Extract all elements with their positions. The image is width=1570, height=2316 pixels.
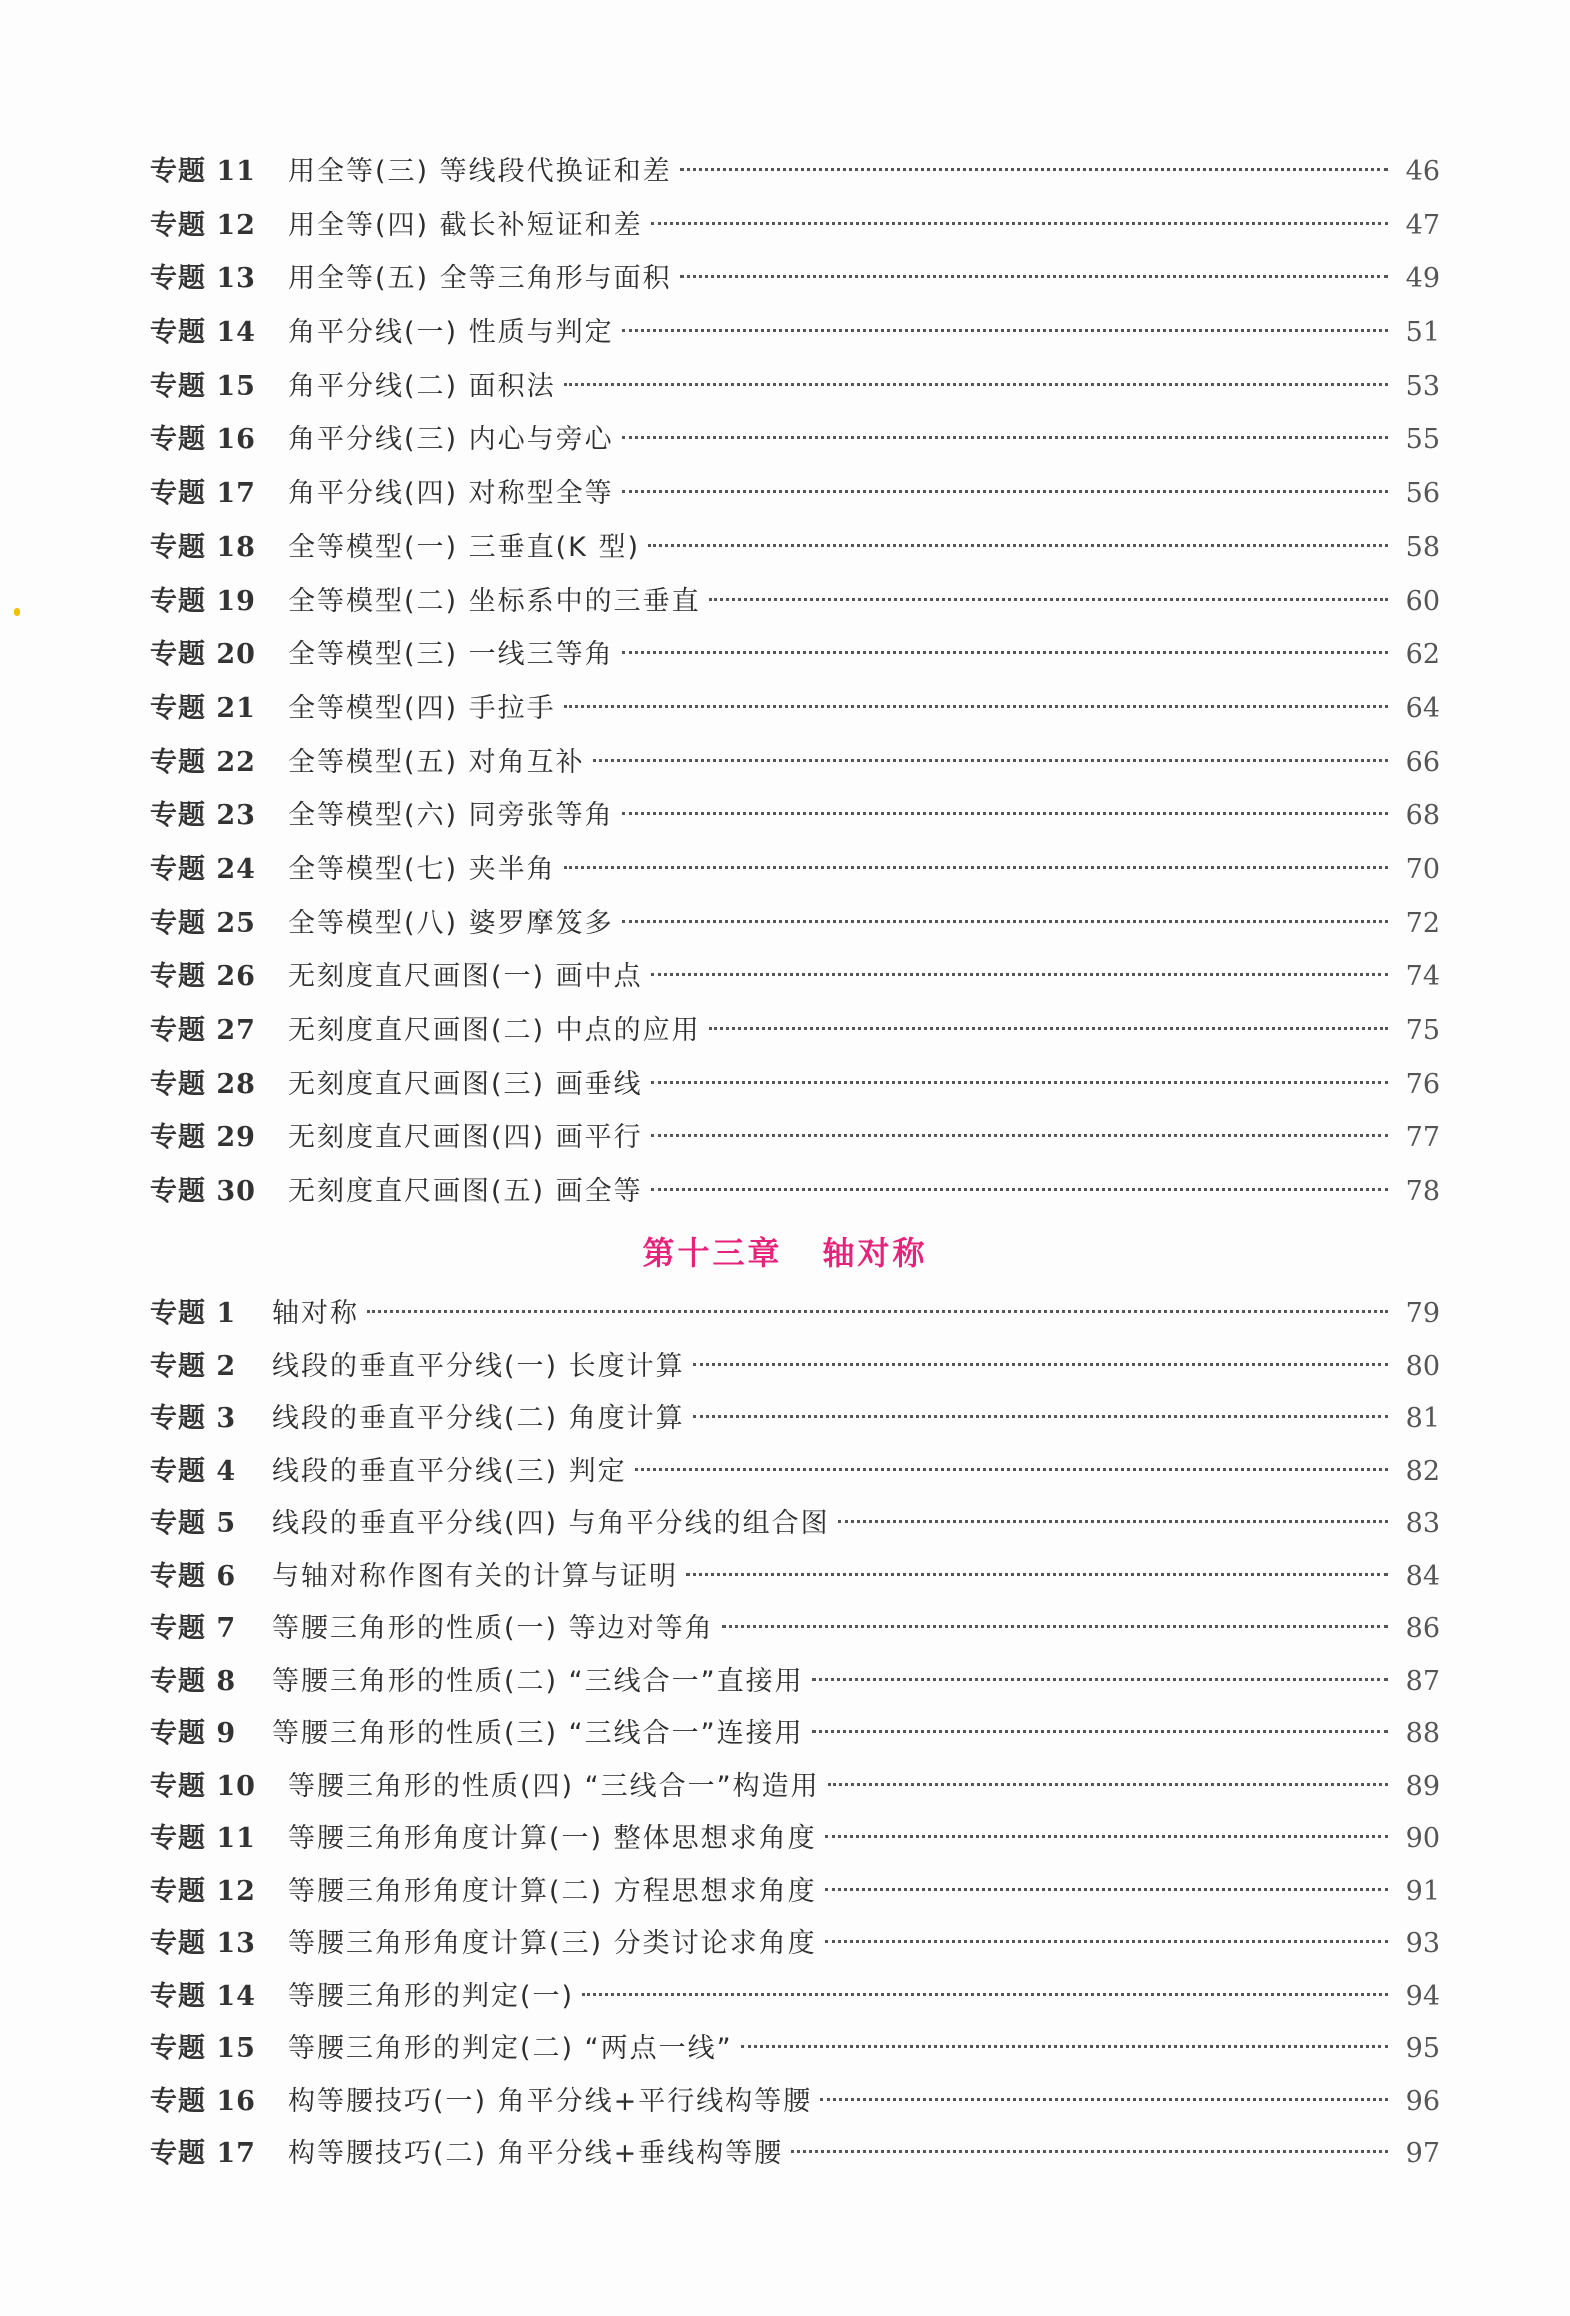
- toc-entry-page-number: 72: [1405, 907, 1440, 939]
- toc-entry-title: 用全等(四) 截长补短证和差: [288, 209, 643, 241]
- toc-entry-page-number: 70: [1405, 853, 1440, 885]
- toc-entry-page-number: 51: [1405, 317, 1440, 349]
- toc-dot-leader: [722, 1625, 1388, 1628]
- toc-section-chapter-13: [150, 1288, 1440, 2181]
- toc-entry[interactable]: [150, 1498, 1440, 1551]
- toc-entry-page-number: 82: [1405, 1455, 1440, 1487]
- toc-entry-page-number: 96: [1405, 2085, 1440, 2117]
- toc-entry[interactable]: [150, 1446, 1440, 1499]
- toc-entry[interactable]: [150, 521, 1440, 575]
- toc-entry-page-number: 94: [1405, 1980, 1440, 2012]
- toc-dot-leader: [622, 812, 1388, 815]
- toc-entry-title: 与轴对称作图有关的计算与证明: [272, 1560, 678, 1592]
- toc-entry-page-number: 60: [1405, 585, 1440, 617]
- toc-entry-label: 专题 22: [150, 746, 256, 778]
- page-edge-mark: [14, 608, 20, 616]
- toc-dot-leader: [651, 1134, 1388, 1137]
- toc-entry-title: 全等模型(七) 夹半角: [288, 853, 556, 885]
- toc-entry-title: 等腰三角形的性质(一) 等边对等角: [272, 1613, 714, 1644]
- toc-entry[interactable]: [150, 843, 1440, 897]
- toc-entry-page-number: 83: [1405, 1508, 1440, 1539]
- toc-dot-leader: [828, 1783, 1388, 1786]
- toc-entry-title: 全等模型(八) 婆罗摩笈多: [288, 907, 614, 939]
- toc-entry[interactable]: [150, 1288, 1440, 1341]
- toc-entry-label: 专题 13: [150, 263, 256, 295]
- toc-entry[interactable]: [150, 682, 1440, 736]
- toc-entry-page-number: 68: [1405, 800, 1440, 832]
- toc-entry-page-number: 93: [1405, 1928, 1440, 1959]
- toc-entry[interactable]: [150, 1656, 1440, 1709]
- toc-entry-title: 等腰三角形角度计算(二) 方程思想求角度: [288, 1875, 817, 1907]
- toc-entry-page-number: 88: [1405, 1718, 1440, 1749]
- toc-entry[interactable]: [150, 1971, 1440, 2024]
- toc-entry-label: 专题 5: [150, 1508, 237, 1539]
- toc-entry-label: 专题 6: [150, 1560, 237, 1592]
- toc-entry-title: 全等模型(五) 对角互补: [288, 746, 585, 778]
- toc-entry[interactable]: [150, 2076, 1440, 2129]
- toc-dot-leader: [651, 222, 1388, 225]
- toc-entry-label: 专题 12: [150, 1875, 256, 1907]
- toc-entry-label: 专题 23: [150, 800, 256, 832]
- toc-entry-page-number: 55: [1405, 424, 1440, 456]
- toc-entry-title: 等腰三角形的性质(四) “三线合一”构造用: [288, 1770, 820, 1802]
- toc-dot-leader: [651, 1188, 1388, 1191]
- toc-entry-title: 线段的垂直平分线(二) 角度计算: [272, 1403, 685, 1434]
- toc-entry[interactable]: [150, 1866, 1440, 1919]
- toc-entry-title: 线段的垂直平分线(三) 判定: [272, 1455, 627, 1487]
- toc-dot-leader: [825, 1888, 1388, 1891]
- toc-entry-title: 角平分线(四) 对称型全等: [288, 478, 614, 510]
- toc-entry-label: 专题 21: [150, 692, 256, 724]
- toc-entry-title: 构等腰技巧(一) 角平分线+平行线构等腰: [288, 2085, 813, 2117]
- toc-entry[interactable]: [150, 789, 1440, 843]
- toc-dot-leader: [622, 490, 1388, 493]
- toc-entry-page-number: 58: [1405, 531, 1440, 563]
- toc-entry[interactable]: [150, 1004, 1440, 1058]
- toc-dot-leader: [686, 1573, 1388, 1576]
- toc-entry-label: 专题 3: [150, 1403, 237, 1434]
- toc-entry-title: 线段的垂直平分线(四) 与角平分线的组合图: [272, 1508, 830, 1539]
- toc-dot-leader: [622, 329, 1388, 332]
- toc-entry[interactable]: [150, 575, 1440, 629]
- toc-entry-page-number: 74: [1405, 961, 1440, 993]
- toc-entry-title: 全等模型(六) 同旁张等角: [288, 800, 614, 832]
- toc-dot-leader: [741, 2045, 1388, 2048]
- toc-entry-title: 角平分线(二) 面积法: [288, 370, 556, 402]
- toc-entry-title: 线段的垂直平分线(一) 长度计算: [272, 1350, 685, 1382]
- toc-entry[interactable]: [150, 199, 1440, 253]
- toc-entry[interactable]: [150, 2023, 1440, 2076]
- toc-entry[interactable]: [150, 897, 1440, 951]
- toc-entry[interactable]: [150, 2128, 1440, 2181]
- toc-entry-label: 专题 15: [150, 370, 256, 402]
- toc-entry[interactable]: [150, 413, 1440, 467]
- toc-dot-leader: [622, 436, 1388, 439]
- toc-dot-leader: [648, 544, 1388, 547]
- toc-entry[interactable]: [150, 628, 1440, 682]
- toc-entry[interactable]: [150, 467, 1440, 521]
- toc-entry[interactable]: [150, 1551, 1440, 1604]
- toc-entry-page-number: 79: [1405, 1298, 1440, 1329]
- toc-entry-label: 专题 28: [150, 1068, 256, 1100]
- toc-dot-leader: [651, 1081, 1388, 1084]
- toc-entry-page-number: 53: [1405, 370, 1440, 402]
- toc-entry-title: 构等腰技巧(二) 角平分线+垂线构等腰: [288, 2138, 784, 2169]
- toc-entry-title: 等腰三角形的性质(二) “三线合一”直接用: [272, 1665, 804, 1697]
- toc-entry-page-number: 81: [1405, 1403, 1440, 1434]
- toc-entry-label: 专题 2: [150, 1350, 237, 1382]
- toc-entry-title: 无刻度直尺画图(一) 画中点: [288, 961, 643, 993]
- toc-entry-label: 专题 16: [150, 2085, 256, 2117]
- toc-entry-page-number: 91: [1405, 1875, 1440, 1907]
- toc-entry-title: 等腰三角形角度计算(三) 分类讨论求角度: [288, 1928, 817, 1959]
- toc-entry[interactable]: [150, 1165, 1440, 1219]
- toc-entry-title: 无刻度直尺画图(五) 画全等: [288, 1176, 643, 1208]
- toc-entry-title: 等腰三角形的判定(一): [288, 1980, 575, 2012]
- toc-entry[interactable]: [150, 1761, 1440, 1814]
- toc-entry[interactable]: [150, 1341, 1440, 1394]
- toc-dot-leader: [812, 1730, 1388, 1733]
- toc-dot-leader: [820, 2098, 1388, 2101]
- toc-entry-label: 专题 17: [150, 478, 256, 510]
- toc-entry-page-number: 97: [1405, 2138, 1440, 2169]
- toc-entry-label: 专题 15: [150, 2033, 256, 2064]
- toc-entry-label: 专题 29: [150, 1122, 256, 1154]
- toc-dot-leader: [622, 920, 1388, 923]
- toc-entry[interactable]: [150, 306, 1440, 360]
- toc-entry-label: 专题 17: [150, 2138, 256, 2169]
- toc-entry-label: 专题 11: [150, 1823, 256, 1854]
- toc-dot-leader: [651, 973, 1388, 976]
- toc-entry-label: 专题 25: [150, 907, 256, 939]
- toc-entry-page-number: 62: [1405, 639, 1440, 671]
- toc-entry-label: 专题 8: [150, 1665, 237, 1697]
- toc-entry-label: 专题 30: [150, 1176, 256, 1208]
- toc-entry-page-number: 49: [1405, 263, 1440, 295]
- toc-entry-label: 专题 16: [150, 424, 256, 456]
- toc-dot-leader: [825, 1835, 1388, 1838]
- toc-dot-leader: [564, 383, 1388, 386]
- toc-entry[interactable]: [150, 736, 1440, 790]
- toc-dot-leader: [838, 1520, 1388, 1523]
- toc-entry-label: 专题 4: [150, 1455, 237, 1487]
- toc-entry[interactable]: [150, 1918, 1440, 1971]
- toc-dot-leader: [709, 598, 1388, 601]
- toc-entry-page-number: 75: [1405, 1015, 1440, 1046]
- toc-dot-leader: [622, 651, 1388, 654]
- toc-entry-title: 无刻度直尺画图(三) 画垂线: [288, 1068, 643, 1100]
- toc-entry-page-number: 76: [1405, 1068, 1440, 1100]
- chapter-number: 第十三章: [642, 1234, 783, 1272]
- toc-entry-label: 专题 1: [150, 1298, 237, 1329]
- toc-dot-leader: [709, 1027, 1388, 1030]
- toc-entry-label: 专题 19: [150, 585, 256, 617]
- toc-entry[interactable]: [150, 145, 1440, 199]
- toc-entry[interactable]: [150, 1813, 1440, 1866]
- toc-entry-title: 轴对称: [272, 1298, 359, 1329]
- toc-entry-label: 专题 14: [150, 317, 256, 349]
- toc-entry-label: 专题 11: [150, 156, 256, 187]
- toc-dot-leader: [582, 1993, 1388, 1996]
- chapter-name: 轴对称: [822, 1234, 928, 1272]
- toc-entry-title: 等腰三角形的性质(三) “三线合一”连接用: [272, 1718, 804, 1749]
- toc-dot-leader: [680, 168, 1388, 171]
- toc-section-chapter-12-continued: [150, 145, 1440, 1219]
- toc-entry-page-number: 47: [1405, 209, 1440, 241]
- toc-entry-label: 专题 12: [150, 209, 256, 241]
- toc-dot-leader: [593, 759, 1388, 762]
- toc-entry-title: 等腰三角形的判定(二) “两点一线”: [288, 2033, 733, 2064]
- toc-dot-leader: [791, 2150, 1388, 2153]
- toc-entry-page-number: 89: [1405, 1770, 1440, 1802]
- toc-dot-leader: [635, 1468, 1388, 1471]
- toc-entry-page-number: 87: [1405, 1665, 1440, 1697]
- toc-dot-leader: [693, 1415, 1388, 1418]
- toc-dot-leader: [812, 1678, 1388, 1681]
- toc-entry-label: 专题 7: [150, 1613, 237, 1644]
- toc-entry-label: 专题 14: [150, 1980, 256, 2012]
- toc-entry-title: 全等模型(三) 一线三等角: [288, 639, 614, 671]
- toc-dot-leader: [564, 866, 1388, 869]
- toc-entry[interactable]: [150, 1111, 1440, 1165]
- toc-entry[interactable]: [150, 1058, 1440, 1112]
- toc-entry-title: 全等模型(一) 三垂直(K 型): [288, 531, 641, 563]
- toc-entry-page-number: 86: [1405, 1613, 1440, 1644]
- toc-entry-page-number: 56: [1405, 478, 1440, 510]
- toc-entry-title: 角平分线(三) 内心与旁心: [288, 424, 614, 456]
- toc-entry-title: 无刻度直尺画图(二) 中点的应用: [288, 1015, 701, 1046]
- toc-entry-label: 专题 20: [150, 639, 256, 671]
- toc-entry-title: 用全等(三) 等线段代换证和差: [288, 156, 672, 187]
- toc-entry-page-number: 80: [1405, 1350, 1440, 1382]
- toc-entry-title: 角平分线(一) 性质与判定: [288, 317, 614, 349]
- toc-entry-title: 全等模型(二) 坐标系中的三垂直: [288, 585, 701, 617]
- toc-entry-title: 等腰三角形角度计算(一) 整体思想求角度: [288, 1823, 817, 1854]
- toc-entry-label: 专题 18: [150, 531, 256, 563]
- toc-entry-label: 专题 9: [150, 1718, 237, 1749]
- toc-entry[interactable]: [150, 1603, 1440, 1656]
- toc-entry-page-number: 66: [1405, 746, 1440, 778]
- toc-entry-label: 专题 26: [150, 961, 256, 993]
- chapter-heading: [0, 1228, 1570, 1274]
- toc-entry-title: 用全等(五) 全等三角形与面积: [288, 263, 672, 295]
- toc-entry-title: 无刻度直尺画图(四) 画平行: [288, 1122, 643, 1154]
- toc-entry[interactable]: [150, 252, 1440, 306]
- toc-entry-page-number: 84: [1405, 1560, 1440, 1592]
- toc-dot-leader: [564, 705, 1388, 708]
- toc-entry-label: 专题 10: [150, 1770, 256, 1802]
- toc-entry-page-number: 90: [1405, 1823, 1440, 1854]
- toc-dot-leader: [825, 1940, 1388, 1943]
- toc-dot-leader: [693, 1363, 1388, 1366]
- toc-entry[interactable]: [150, 1393, 1440, 1446]
- toc-entry[interactable]: [150, 1708, 1440, 1761]
- toc-entry-page-number: 78: [1405, 1176, 1440, 1208]
- toc-entry[interactable]: [150, 360, 1440, 414]
- toc-entry[interactable]: [150, 950, 1440, 1004]
- toc-entry-page-number: 77: [1405, 1122, 1440, 1154]
- toc-dot-leader: [680, 275, 1388, 278]
- toc-entry-page-number: 95: [1405, 2033, 1440, 2064]
- toc-entry-label: 专题 13: [150, 1928, 256, 1959]
- toc-dot-leader: [367, 1310, 1388, 1313]
- toc-entry-title: 全等模型(四) 手拉手: [288, 692, 556, 724]
- toc-entry-label: 专题 24: [150, 853, 256, 885]
- toc-entry-page-number: 64: [1405, 692, 1440, 724]
- toc-entry-page-number: 46: [1405, 156, 1440, 187]
- toc-entry-label: 专题 27: [150, 1015, 256, 1046]
